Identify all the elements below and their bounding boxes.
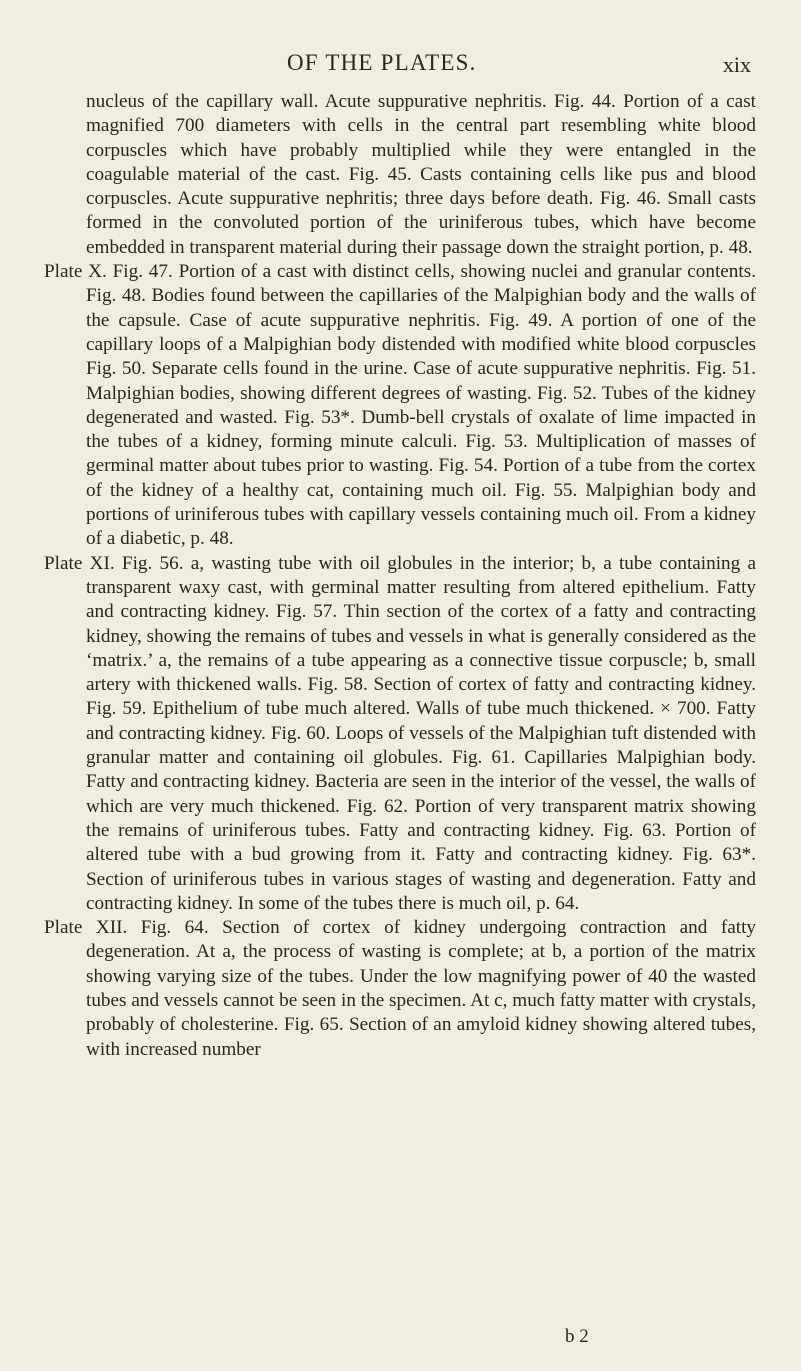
running-header [0, 48, 801, 78]
paragraph-plate-xii: Plate XII. Fig. 64. Section of cortex of kidney undergoing contraction and fatty degeneration. At a, the process of wasting is complete; at b, a portion of the matrix showing varying size of the tubes. Under the low magnifying power of 40 the wasted tubes and vessels cannot be seen in the specimen. At c, much fatty matter with crystals, probably of cholesterine. Fig. 65. Section of an amyloid kidney showing altered tubes, with increased number [44, 917, 756, 1060]
signature-mark: b 2 [565, 1326, 589, 1347]
body-text [44, 90, 756, 1062]
page-number: xix [722, 52, 751, 77]
running-title: OF THE PLATES. [287, 50, 477, 75]
paragraph-plate-x: Plate X. Fig. 47. Portion of a cast with distinct cells, showing nuclei and granular contents. Fig. 48. Bodies found between the capillaries of the Malpighian body and the walls of the capsule. Case of acute suppurative nephritis. Fig. 49. A portion of one of the capillary loops of a Malpighian body distended with modified white blood corpuscles Fig. 50. Separate cells found in the urine. Case of acute suppurative nephritis. Fig. 51. Malpighian bodies, showing different degrees of wasting. Fig. 52. Tubes of the kidney degenerated and wasted. Fig. 53*. Dumb-bell crystals of oxalate of lime impacted in the tubes of a kidney, forming minute calculi. Fig. 53. Multiplication of masses of germinal matter about tubes prior to wasting. Fig. 54. Portion of a tube from the cortex of the kidney of a healthy cat, containing much oil. Fig. 55. Malpighian body and portions of uriniferous tubes with capillary vessels containing much oil. From a kidney of a diabetic, p. 48. [44, 261, 756, 550]
paragraph-continuation: nucleus of the capillary wall. Acute suppurative nephritis. Fig. 44. Portion of a cast magnified 700 diameters with cells in the central part resembling white blood corpuscles which have probably multiplied while they were entangled in the coagulable material of the cast. Fig. 45. Casts containing cells like pus and blood corpuscles. Acute suppurative nephritis; three days before death. Fig. 46. Small casts formed in the convoluted portion of the uriniferous tubes, which have become embedded in transparent material during their passage down the straight portion, p. 48. [86, 91, 756, 258]
paragraph-plate-xi: Plate XI. Fig. 56. a, wasting tube with oil globules in the interior; b, a tube containing a transparent waxy cast, with germinal matter resulting from altered epithelium. Fatty and contracting kidney. Fig. 57. Thin section of the cortex of a fatty and contracting kidney, showing the remains of tubes and vessels in what is generally considered as the ‘matrix.’ a, the remains of a tube appearing as a connective tissue corpuscle; b, small artery with thickened walls. Fig. 58. Section of cortex of fatty and contracting kidney. Fig. 59. Epithelium of tube much altered. Walls of tube much thickened. × 700. Fatty and contracting kidney. Fig. 60. Loops of vessels of the Malpighian tuft distended with granular matter and containing oil globules. Fig. 61. Capillaries Malpighian body. Fatty and contracting kidney. Bacteria are seen in the interior of the vessel, the walls of which are very much thickened. Fig. 62. Portion of very transparent matrix showing the remains of uriniferous tubes. Fatty and contracting kidney. Fig. 63. Portion of altered tube with a bud growing from it. Fatty and contracting kidney. Fig. 63*. Section of uriniferous tubes in various stages of wasting and degeneration. Fatty and contracting kidney. In some of the tubes there is much oil, p. 64. [44, 552, 756, 914]
